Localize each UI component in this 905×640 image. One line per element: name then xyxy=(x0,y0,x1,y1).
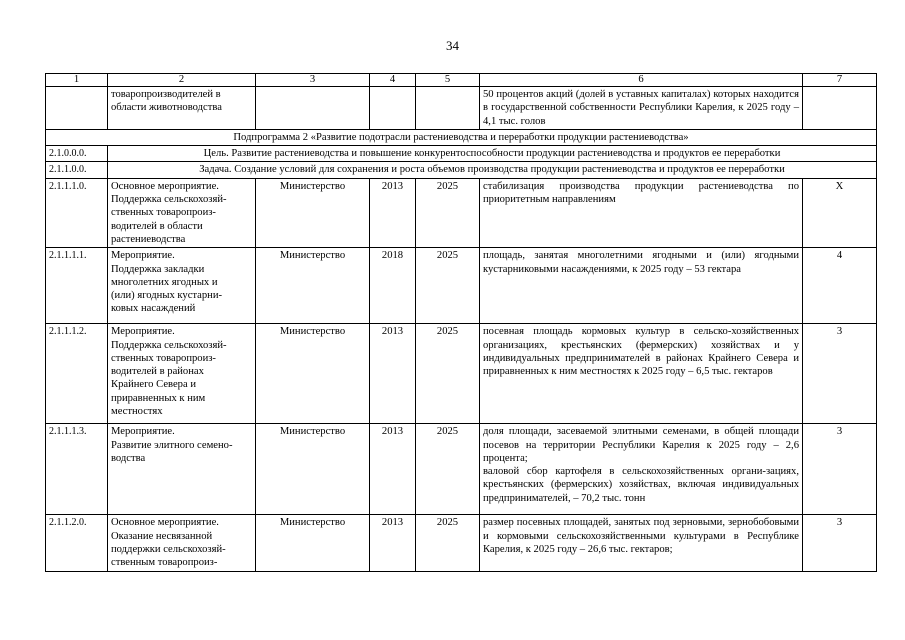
expected-result: посевная площадь кормовых культур в сельско-хозяйственных организациях, крестьянских (фермерских) хозяйствах и у индивидуальных предпринимателей в районах Крайнего Севера и приравненных к ним местностях к 2025 году – 6,5 тыс. гектаров xyxy=(480,324,803,424)
indicator-relation: 4 xyxy=(803,248,877,324)
measure-name-line: ственных товаропроиз- xyxy=(111,352,216,364)
column-header: 3 xyxy=(256,74,370,87)
measure-name xyxy=(108,424,256,515)
measure-name-line: водителей в районах xyxy=(111,366,204,378)
row-code: 2.1.1.1.3. xyxy=(46,424,108,515)
table-row xyxy=(46,324,877,424)
expected-result: стабилизация производства продукции растениеводства по приоритетным направлениям xyxy=(480,178,803,247)
measure-name-line: водителей в области xyxy=(111,220,203,232)
indicator-relation: 3 xyxy=(803,424,877,515)
expected-result: площадь, занятая многолетними ягодными и (или) ягодными кустарниковыми насаждениями, к 2025 году – 53 гектара xyxy=(480,248,803,324)
table-row xyxy=(46,424,877,515)
continuation-row xyxy=(46,87,877,130)
indicator-relation: 3 xyxy=(803,324,877,424)
measure-name-line: водства xyxy=(111,452,146,464)
task-code: 2.1.1.0.0. xyxy=(46,162,108,178)
table-row xyxy=(46,515,877,572)
measure-name-line: многолетних ягодных и xyxy=(111,276,218,288)
measure-name-line: Оказание несвязанной xyxy=(111,530,213,542)
measure-name-line: Поддержка сельскохозяй- xyxy=(111,339,227,351)
goal-text: Цель. Развитие растениеводства и повышение конкурентоспособности продукции растениеводства и продуктов ее переработки xyxy=(108,146,877,162)
column-header: 6 xyxy=(480,74,803,87)
executor xyxy=(256,87,370,130)
measure-name-line: товаропроизводителей в xyxy=(111,89,221,100)
measure-name-line: растениеводства xyxy=(111,233,186,245)
subprogram-row xyxy=(46,129,877,145)
measure-name xyxy=(108,324,256,424)
table-row xyxy=(46,248,877,324)
measure-name-line: местностях xyxy=(111,406,163,418)
table-row xyxy=(46,178,877,247)
measure-name-line: Развитие элитного семено- xyxy=(111,439,233,451)
start-year: 2013 xyxy=(370,324,416,424)
row-code: 2.1.1.1.1. xyxy=(46,248,108,324)
measure-name-line: (или) ягодных кустарни- xyxy=(111,290,223,302)
start-year xyxy=(370,87,416,130)
task-row xyxy=(46,162,877,178)
page-number: 34 xyxy=(446,38,459,53)
indicator-relation: 3 xyxy=(803,515,877,572)
executor: Министерство xyxy=(256,248,370,324)
end-year: 2025 xyxy=(416,424,480,515)
row-code: 2.1.1.2.0. xyxy=(46,515,108,572)
measure-name-line: Мероприятие. xyxy=(111,426,175,438)
expected-result-paragraph: доля площади, засеваемой элитными семенами, в общей площади посевов на территории Республики Карелия к 2025 году – 2,6 процента; xyxy=(483,426,799,464)
expected-result-paragraph: валовой сбор картофеля в сельскохозяйственных органи-зациях, крестьянских (фермерских) хозяйствах, включая индивидуальных предпринимателей, – 70,2 тыс. тонн xyxy=(483,466,799,504)
measure-name-line: области животноводства xyxy=(111,102,222,114)
start-year: 2018 xyxy=(370,248,416,324)
measure-name-line: ковых насаждений xyxy=(111,303,196,315)
end-year xyxy=(416,87,480,130)
indicator-relation: X xyxy=(803,178,877,247)
row-code xyxy=(46,87,108,130)
measure-name-line: Мероприятие. xyxy=(111,250,175,262)
column-header: 7 xyxy=(803,74,877,87)
executor: Министерство xyxy=(256,324,370,424)
row-code: 2.1.1.1.0. xyxy=(46,178,108,247)
start-year: 2013 xyxy=(370,178,416,247)
column-number-row xyxy=(46,74,877,87)
measure-name-line: Основное мероприятие. xyxy=(111,180,219,192)
measure-name xyxy=(108,515,256,572)
executor: Министерство xyxy=(256,515,370,572)
end-year: 2025 xyxy=(416,248,480,324)
goal-row xyxy=(46,146,877,162)
task-text: Задача. Создание условий для сохранения и роста объемов производства продукции растениеводства и продуктов ее переработки xyxy=(108,162,877,178)
expected-result: 50 процентов акций (долей в уставных капиталах) которых находится в государственной собственности Республики Карелия, к 2025 году – 4,1 тыс. голов xyxy=(480,87,803,130)
measure-name-line: ственным товаропроиз- xyxy=(111,557,218,569)
column-header: 1 xyxy=(46,74,108,87)
goal-code: 2.1.0.0.0. xyxy=(46,146,108,162)
executor: Министерство xyxy=(256,178,370,247)
measure-name-line: приравненных к ним xyxy=(111,392,206,404)
measure-name xyxy=(108,87,256,130)
start-year: 2013 xyxy=(370,515,416,572)
subprogram-title: Подпрограмма 2 «Развитие подотрасли растениеводства и переработки продукции растениеводства» xyxy=(46,129,877,145)
start-year: 2013 xyxy=(370,424,416,515)
indicator-relation xyxy=(803,87,877,130)
program-table xyxy=(45,73,877,572)
measure-name-line: Поддержка закладки xyxy=(111,263,205,275)
end-year: 2025 xyxy=(416,324,480,424)
measure-name-line: Поддержка сельскохозяй- xyxy=(111,194,227,206)
end-year: 2025 xyxy=(416,178,480,247)
expected-result xyxy=(480,424,803,515)
measure-name-line: ственных товаропроиз- xyxy=(111,207,216,219)
column-header: 2 xyxy=(108,74,256,87)
executor: Министерство xyxy=(256,424,370,515)
measure-name xyxy=(108,178,256,247)
measure-name-line: Мероприятие. xyxy=(111,326,175,338)
column-header: 5 xyxy=(416,74,480,87)
row-code: 2.1.1.1.2. xyxy=(46,324,108,424)
measure-name-line: поддержки сельскохозяй- xyxy=(111,543,226,555)
measure-name-line: Крайнего Севера и xyxy=(111,379,196,391)
measure-name-line: Основное мероприятие. xyxy=(111,517,219,529)
measure-name xyxy=(108,248,256,324)
expected-result: размер посевных площадей, занятых под зерновыми, зернобобовыми и кормовыми сельскохозяйственными культурами в Республике Карелия, к 2025 году – 26,6 тыс. гектаров; xyxy=(480,515,803,572)
column-header: 4 xyxy=(370,74,416,87)
end-year: 2025 xyxy=(416,515,480,572)
